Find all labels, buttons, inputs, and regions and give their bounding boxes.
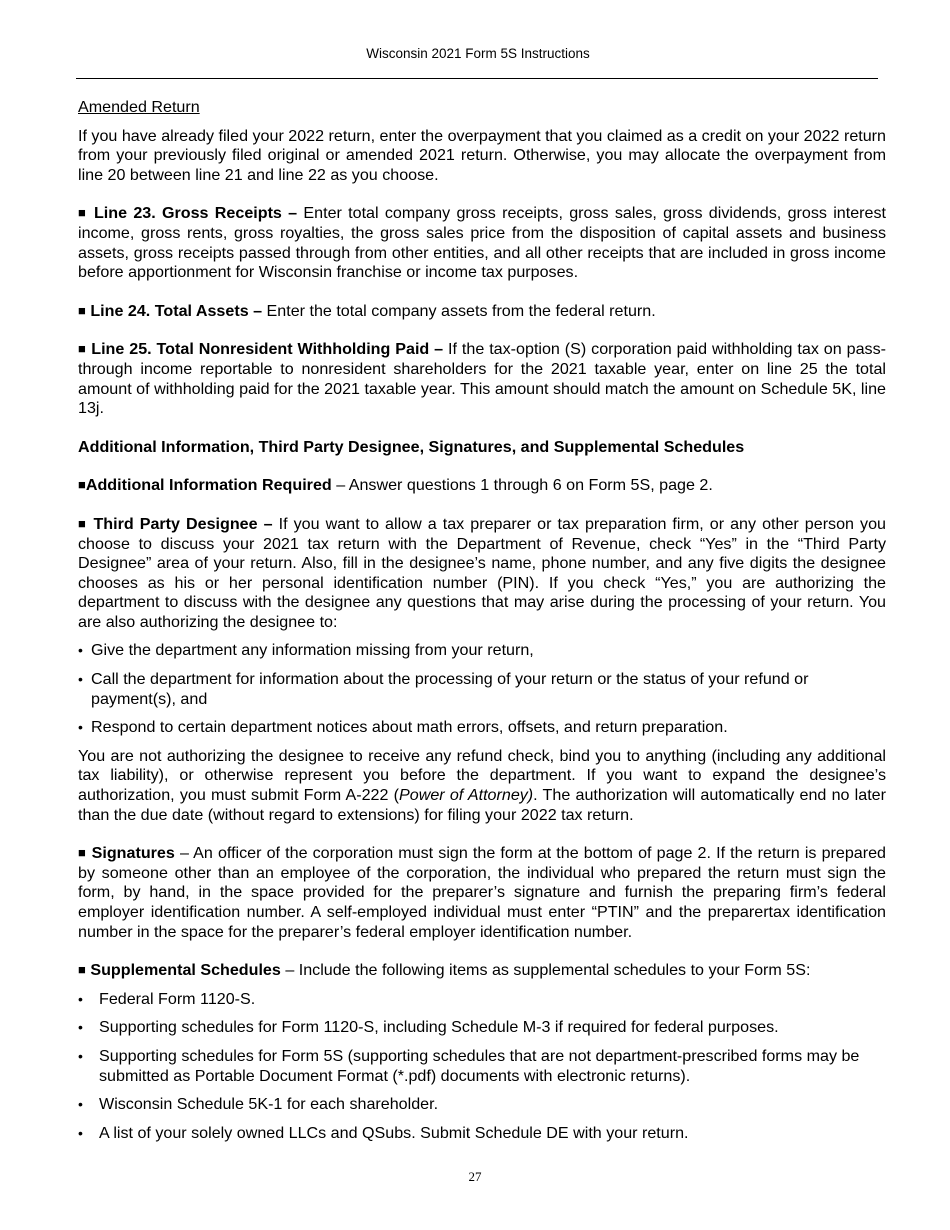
list-item: • Call the department for information about the processing of your return or the status of your refund or payment(s), and xyxy=(78,670,886,709)
supplemental-paragraph xyxy=(78,961,886,981)
list-item: • Supporting schedules for Form 1120-S, including Schedule M-3 if required for federal purposes. xyxy=(78,1018,886,1038)
line-25-label: Line 25. Total Nonresident Withholding Paid – xyxy=(91,340,444,359)
list-item: • Supporting schedules for Form 5S (supporting schedules that are not department-prescribed forms may be submitted as Portable Document Format (*.pdf) documents with electronic returns). xyxy=(78,1047,886,1086)
third-party-paragraph xyxy=(78,515,886,633)
list-item: • Respond to certain department notices about math errors, offsets, and return preparation. xyxy=(78,718,886,738)
document-body xyxy=(78,98,886,1143)
line-24-paragraph xyxy=(78,302,886,322)
square-bullet-icon: ■ xyxy=(78,515,88,531)
third-party-followup-text xyxy=(78,747,886,825)
line-23-text: Enter total company gross receipts, gross sales, gross dividends, gross interest income, gross rents, gross royalties, the gross sales price from the disposition of capital assets and business assets, gross receipts passed through from other entities, and all other receipts that are included in gross income before apportionment for Wisconsin franchise or income tax purposes. xyxy=(78,204,886,282)
list-item: • Give the department any information missing from your return, xyxy=(78,641,886,661)
power-of-attorney-title: Power of Attorney) xyxy=(399,786,534,805)
header-rule xyxy=(76,78,878,79)
third-party-text: If you want to allow a tax preparer or tax preparation firm, or any other person you choose to discuss your 2021 tax return with the Department of Revenue, check “Yes” in the “Third Party Designee” area of your return. Also, fill in the designee’s name, phone number, and any five digits the designee chooses as his or her personal identification number (PIN). If you check “Yes,” you are authorizing the department to discuss with the designee any questions that may arise during the processing of your return. You are also authorizing the designee to: xyxy=(78,514,886,631)
amended-return-heading: Amended Return xyxy=(78,98,200,116)
line-24-label: Line 24. Total Assets – xyxy=(90,301,263,320)
line-23-paragraph xyxy=(78,204,886,282)
square-bullet-icon: ■ xyxy=(78,302,86,318)
list-item: • A list of your solely owned LLCs and QSubs. Submit Schedule DE with your return. xyxy=(78,1124,886,1144)
line-25-paragraph xyxy=(78,340,886,418)
line-23-label: Line 23. Gross Receipts – xyxy=(93,204,298,223)
third-party-followup-part-1: You are not authorizing the designee to receive any refund check, bind you to anything (including any additional tax liability), or otherwise represent you before the department. If you want to expand the designee’s authorization, you must submit Form A-222 ( xyxy=(78,746,886,805)
square-bullet-icon: ■ xyxy=(78,205,88,221)
square-bullet-icon: ■ xyxy=(78,845,87,861)
list-item: • Federal Form 1120-S. xyxy=(78,990,886,1010)
square-bullet-icon: ■ xyxy=(78,341,87,357)
signatures-paragraph xyxy=(78,844,886,942)
additional-info-label: Additional Information Required xyxy=(85,476,332,495)
supplemental-bullet-list xyxy=(78,990,886,1144)
third-party-bullet-list xyxy=(78,641,886,737)
square-bullet-icon: ■ xyxy=(78,477,86,493)
third-party-followup-part-2: . The authorization will automatically end no later than the due date (without regard to extensions) for filing your 2022 tax return. xyxy=(78,786,886,824)
signatures-text: – An officer of the corporation must sign the form at the bottom of page 2. If the return is prepared by someone other than an employee of the corporation, the individual who prepared the return must sign the form, by hand, in the space provided for the preparer’s signature and furnish the preparing firm’s federal employer identification number. A self-employed individual must enter “PTIN” and the preparertax identification number in the space for the preparer’s federal employer identification number. xyxy=(78,844,886,941)
additional-info-text: – Answer questions 1 through 6 on Form 5S, page 2. xyxy=(331,476,713,495)
third-party-label: Third Party Designee – xyxy=(93,514,273,533)
amended-return-text: If you have already filed your 2022 return, enter the overpayment that you claimed as a credit on your 2022 return from your previously filed original or amended 2021 return. Otherwise, you may allocate the overpayment from line 20 between line 21 and line 22 as you choose. xyxy=(78,126,886,184)
supplemental-text: – Include the following items as supplemental schedules to your Form 5S: xyxy=(280,961,811,980)
signatures-label: Signatures xyxy=(91,844,175,863)
list-item: • Wisconsin Schedule 5K-1 for each shareholder. xyxy=(78,1095,886,1115)
running-header: Wisconsin 2021 Form 5S Instructions xyxy=(366,46,590,61)
line-24-text: Enter the total company assets from the federal return. xyxy=(262,301,656,320)
additional-info-paragraph xyxy=(78,476,886,496)
line-25-text: If the tax-option (S) corporation paid withholding tax on pass-through income reportable to nonresident shareholders for the 2021 taxable year, enter on line 25 the total amount of withholding paid for the 2021 taxable year. This amount should match the amount on Schedule 5K, line 13j. xyxy=(78,340,886,418)
page-number: 27 xyxy=(468,1169,482,1184)
square-bullet-icon: ■ xyxy=(78,962,86,978)
supplemental-label: Supplemental Schedules xyxy=(90,961,281,980)
additional-section-heading: Additional Information, Third Party Designee, Signatures, and Supplemental Schedules xyxy=(78,437,745,456)
